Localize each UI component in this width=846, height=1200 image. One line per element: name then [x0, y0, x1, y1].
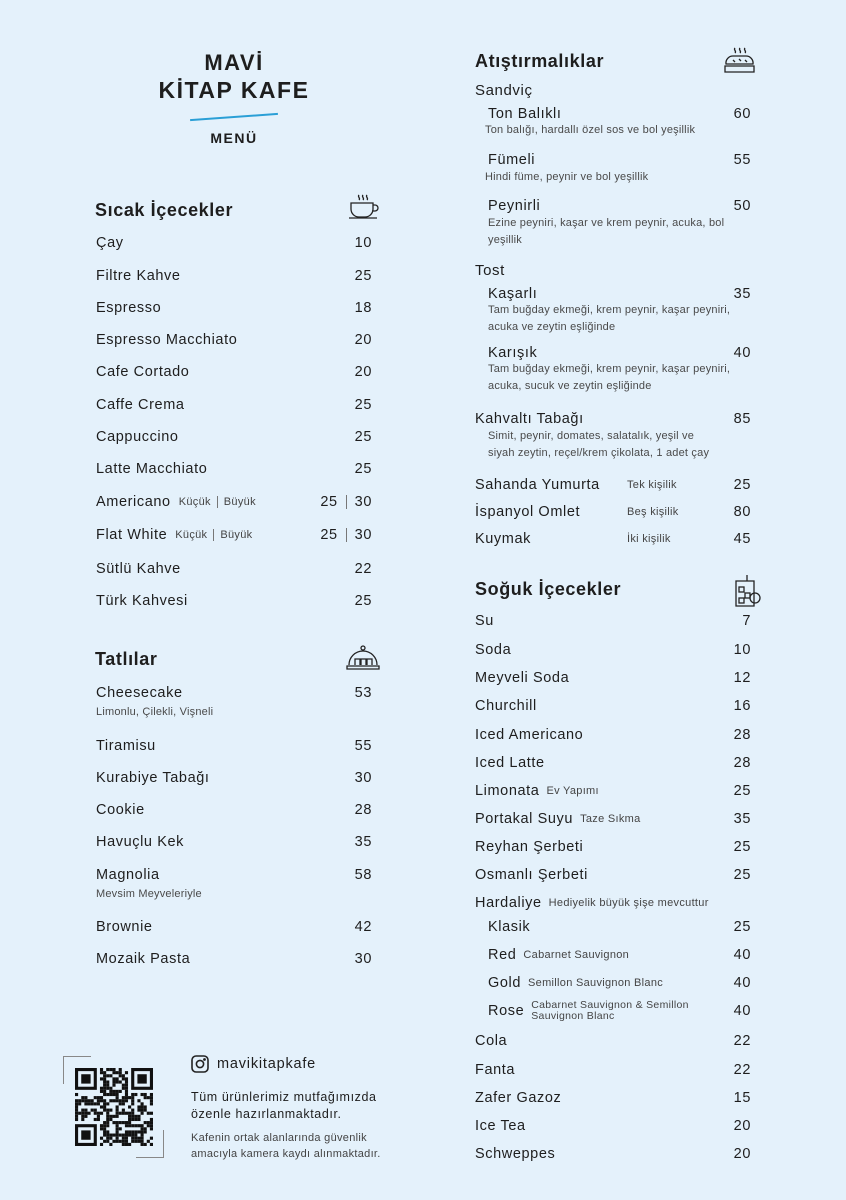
item-price: 25 30 [320, 494, 372, 510]
item-description: Tam buğday ekmeği, krem peynir, kaşar peyniri, acuka ve zeytin eşliğinde [488, 304, 731, 333]
item-price: 12 [733, 670, 751, 686]
item-price: 53 [354, 685, 372, 701]
item-price: 22 [733, 1033, 751, 1049]
item-name: Klasik [488, 919, 531, 935]
menu-item [488, 917, 751, 937]
size-large: Büyük [223, 496, 256, 508]
item-name: Çay [96, 235, 124, 251]
item-price: 22 [733, 1062, 751, 1078]
menu-item [475, 1088, 751, 1108]
section-title-cold-drinks: Soğuk İçecekler [475, 579, 622, 599]
item-price: 40 [733, 975, 751, 991]
item-name: Sahanda Yumurta [475, 477, 600, 493]
menu-item [488, 104, 751, 124]
cafe-name-line1: MAVİ [204, 50, 264, 75]
instagram-handle: mavikitapkafe [217, 1056, 317, 1072]
item-note: Cabarnet Sauvignon & Semillon Sauvignon Blanc [531, 999, 689, 1022]
menu-item [488, 1001, 751, 1021]
qr-code[interactable] [75, 1068, 153, 1146]
menu-item [488, 973, 751, 993]
item-name: Limonata [475, 783, 540, 799]
item-price: 40 [733, 345, 751, 361]
item-note: Taze Sıkma [580, 813, 641, 825]
footer-note-quality: Tüm ürünlerimiz mutfağımızda özenle hazırlanmaktadır. [191, 1090, 377, 1121]
menu-item [475, 1031, 751, 1051]
item-name: Cheesecake [96, 685, 183, 701]
item-name: Espresso Macchiato [96, 332, 238, 348]
item-price: 50 [733, 198, 751, 214]
item-note: Semillon Sauvignon Blanc [528, 977, 664, 989]
menu-item [96, 559, 372, 579]
item-name: Hardaliye [475, 895, 542, 911]
item-name: Red [488, 947, 517, 963]
menu-item [96, 591, 372, 611]
menu-item [96, 395, 372, 415]
item-name: Zafer Gazoz [475, 1090, 562, 1106]
menu-item [475, 502, 751, 522]
size-small: Küçük [175, 529, 208, 541]
item-price: 25 [733, 867, 751, 883]
item-name: Latte Macchiato [96, 461, 208, 477]
item-price: 58 [354, 867, 372, 883]
item-price: 25 [733, 783, 751, 799]
menu-item [475, 668, 751, 688]
menu-item [475, 529, 751, 549]
menu-item [96, 768, 372, 788]
item-name: Kahvaltı Tabağı [475, 411, 584, 427]
item-note: İki kişilik [627, 533, 671, 545]
item-name: Churchill [475, 698, 537, 714]
item-price: 25 [733, 919, 751, 935]
menu-item [475, 611, 751, 631]
item-price: 40 [733, 1003, 751, 1019]
item-name: Ton Balıklı [488, 106, 562, 122]
item-price: 45 [733, 531, 751, 547]
item-name: Flat White [96, 527, 168, 543]
item-price: 7 [742, 613, 751, 629]
item-name: Tiramisu [96, 738, 156, 754]
item-price: 10 [354, 235, 372, 251]
item-name: Magnolia [96, 867, 160, 883]
menu-item [96, 459, 372, 479]
instagram-icon [191, 1055, 209, 1073]
subsection-sandwich: Sandviç [475, 82, 533, 99]
menu-item [96, 330, 372, 350]
item-price: 22 [354, 561, 372, 577]
menu-item [475, 409, 751, 429]
menu-item [96, 266, 372, 286]
item-name: Ice Tea [475, 1118, 526, 1134]
item-name: Gold [488, 975, 522, 991]
item-price: 25 [733, 839, 751, 855]
menu-item [488, 945, 751, 965]
item-price: 25 [354, 397, 372, 413]
menu-item [488, 150, 751, 170]
item-price: 30 [354, 951, 372, 967]
item-name: Cookie [96, 802, 145, 818]
item-note: Ev Yapımı [546, 785, 599, 797]
item-price: 40 [733, 947, 751, 963]
menu-item [96, 949, 372, 969]
item-price: 35 [733, 811, 751, 827]
item-name: Reyhan Şerbeti [475, 839, 584, 855]
item-name: Havuçlu Kek [96, 834, 184, 850]
qr-frame-corner [136, 1157, 164, 1158]
item-price: 80 [733, 504, 751, 520]
item-name: Osmanlı Şerbeti [475, 867, 588, 883]
item-note: Tek kişilik [627, 479, 677, 491]
iced-drink-icon [733, 574, 761, 608]
item-name: Espresso [96, 300, 162, 316]
item-price: 55 [354, 738, 372, 754]
menu-item [475, 1144, 751, 1164]
menu-item [96, 233, 372, 253]
item-name: Peynirli [488, 198, 541, 214]
menu-item [475, 1116, 751, 1136]
item-name: Karışık [488, 345, 538, 361]
item-description: Limonlu, Çilekli, Vişneli [96, 706, 214, 718]
menu-item [96, 736, 372, 756]
menu-item [96, 683, 372, 703]
item-name: Meyveli Soda [475, 670, 570, 686]
item-name: Brownie [96, 919, 153, 935]
item-price: 20 [733, 1146, 751, 1162]
item-name: Sütlü Kahve [96, 561, 181, 577]
menu-item [488, 343, 751, 363]
item-price: 25 [733, 477, 751, 493]
accent-line [190, 113, 278, 121]
item-name: Kurabiye Tabağı [96, 770, 210, 786]
instagram-link[interactable] [191, 1055, 316, 1073]
item-name: Kuymak [475, 531, 531, 547]
item-description: Mevsim Meyveleriyle [96, 888, 202, 900]
menu-item [475, 865, 751, 885]
qr-frame-corner [163, 1130, 164, 1158]
item-note: Beş kişilik [627, 506, 679, 518]
item-price: 25 [354, 268, 372, 284]
menu-item [96, 917, 372, 937]
footer-note-camera: Kafenin ortak alanlarında güvenlik amacıyla kamera kaydı alınmaktadır. [191, 1132, 381, 1160]
menu-item [96, 362, 372, 382]
menu-item [96, 492, 372, 512]
menu-item [475, 753, 751, 773]
item-name: Rose [488, 1003, 525, 1019]
item-name: Iced Americano [475, 727, 584, 743]
item-name: Portakal Suyu [475, 811, 574, 827]
item-price: 18 [354, 300, 372, 316]
item-price: 42 [354, 919, 372, 935]
item-price: 25 30 [320, 527, 372, 543]
item-price: 16 [733, 698, 751, 714]
coffee-cup-icon [347, 193, 379, 221]
item-name: Su [475, 613, 494, 629]
item-price: 85 [733, 411, 751, 427]
menu-item [475, 781, 751, 801]
cake-dome-icon [346, 645, 380, 671]
item-name: Fanta [475, 1062, 516, 1078]
item-price: 25 [354, 429, 372, 445]
item-description: Hindi füme, peynir ve bol yeşillik [485, 171, 649, 183]
item-name: Mozaik Pasta [96, 951, 191, 967]
item-price: 28 [733, 727, 751, 743]
item-price: 35 [733, 286, 751, 302]
item-name: Filtre Kahve [96, 268, 181, 284]
item-description: Ton balığı, hardallı özel sos ve bol yeşillik [485, 124, 696, 136]
item-name: Cappuccino [96, 429, 179, 445]
item-name: Fümeli [488, 152, 536, 168]
section-title-desserts: Tatlılar [95, 649, 158, 669]
menu-item [96, 865, 372, 885]
menu-item [96, 800, 372, 820]
item-name: Schweppes [475, 1146, 556, 1162]
item-name: Soda [475, 642, 512, 658]
subsection-toast: Tost [475, 262, 505, 279]
qr-frame-corner [63, 1056, 64, 1084]
size-large: Büyük [220, 529, 253, 541]
menu-item [96, 298, 372, 318]
menu-item [475, 725, 751, 745]
item-price: 10 [733, 642, 751, 658]
item-price: 25 [354, 593, 372, 609]
qr-code-graphic [75, 1068, 153, 1146]
section-title-hot-drinks: Sıcak İçecekler [95, 200, 234, 220]
item-note: Hediyelik büyük şişe mevcuttur [548, 897, 709, 909]
item-name: Iced Latte [475, 755, 545, 771]
menu-item [475, 809, 751, 829]
item-price: 60 [733, 106, 751, 122]
item-price: 28 [354, 802, 372, 818]
size-small: Küçük [178, 496, 211, 508]
item-price: 25 [354, 461, 372, 477]
item-name: Cola [475, 1033, 508, 1049]
menu-item [475, 837, 751, 857]
menu-item [488, 196, 751, 216]
item-price: 20 [733, 1118, 751, 1134]
item-price: 20 [354, 332, 372, 348]
item-price: 55 [733, 152, 751, 168]
menu-item [96, 427, 372, 447]
menu-item [96, 525, 372, 545]
item-name: Cafe Cortado [96, 364, 190, 380]
section-title-snacks: Atıştırmalıklar [475, 51, 605, 71]
item-description: Ezine peyniri, kaşar ve krem peynir, acuka, bol yeşillik [488, 217, 725, 246]
menu-item [475, 475, 751, 495]
item-name: Americano [96, 494, 171, 510]
menu-label: MENÜ [210, 130, 258, 146]
menu-item [475, 1060, 751, 1080]
item-price: 15 [733, 1090, 751, 1106]
menu-item [475, 893, 751, 913]
item-price: 30 [354, 770, 372, 786]
menu-item [475, 696, 751, 716]
qr-frame-corner [63, 1056, 91, 1057]
item-name: İspanyol Omlet [475, 504, 581, 520]
menu-item [488, 284, 751, 304]
item-price: 35 [354, 834, 372, 850]
item-name: Kaşarlı [488, 286, 538, 302]
menu-item [475, 640, 751, 660]
item-description: Simit, peynir, domates, salatalık, yeşil ve siyah zeytin, reçel/krem çikolata, 1 adet çay [488, 430, 710, 459]
menu-item [96, 832, 372, 852]
item-name: Caffe Crema [96, 397, 185, 413]
item-description: Tam buğday ekmeği, krem peynir, kaşar peyniri, acuka, sucuk ve zeytin eşliğinde [488, 363, 731, 392]
cafe-name-line2: KİTAP KAFE [158, 77, 310, 103]
item-price: 20 [354, 364, 372, 380]
item-price: 28 [733, 755, 751, 771]
item-note: Cabarnet Sauvignon [523, 949, 630, 961]
bread-icon [723, 46, 756, 76]
item-name: Türk Kahvesi [96, 593, 188, 609]
